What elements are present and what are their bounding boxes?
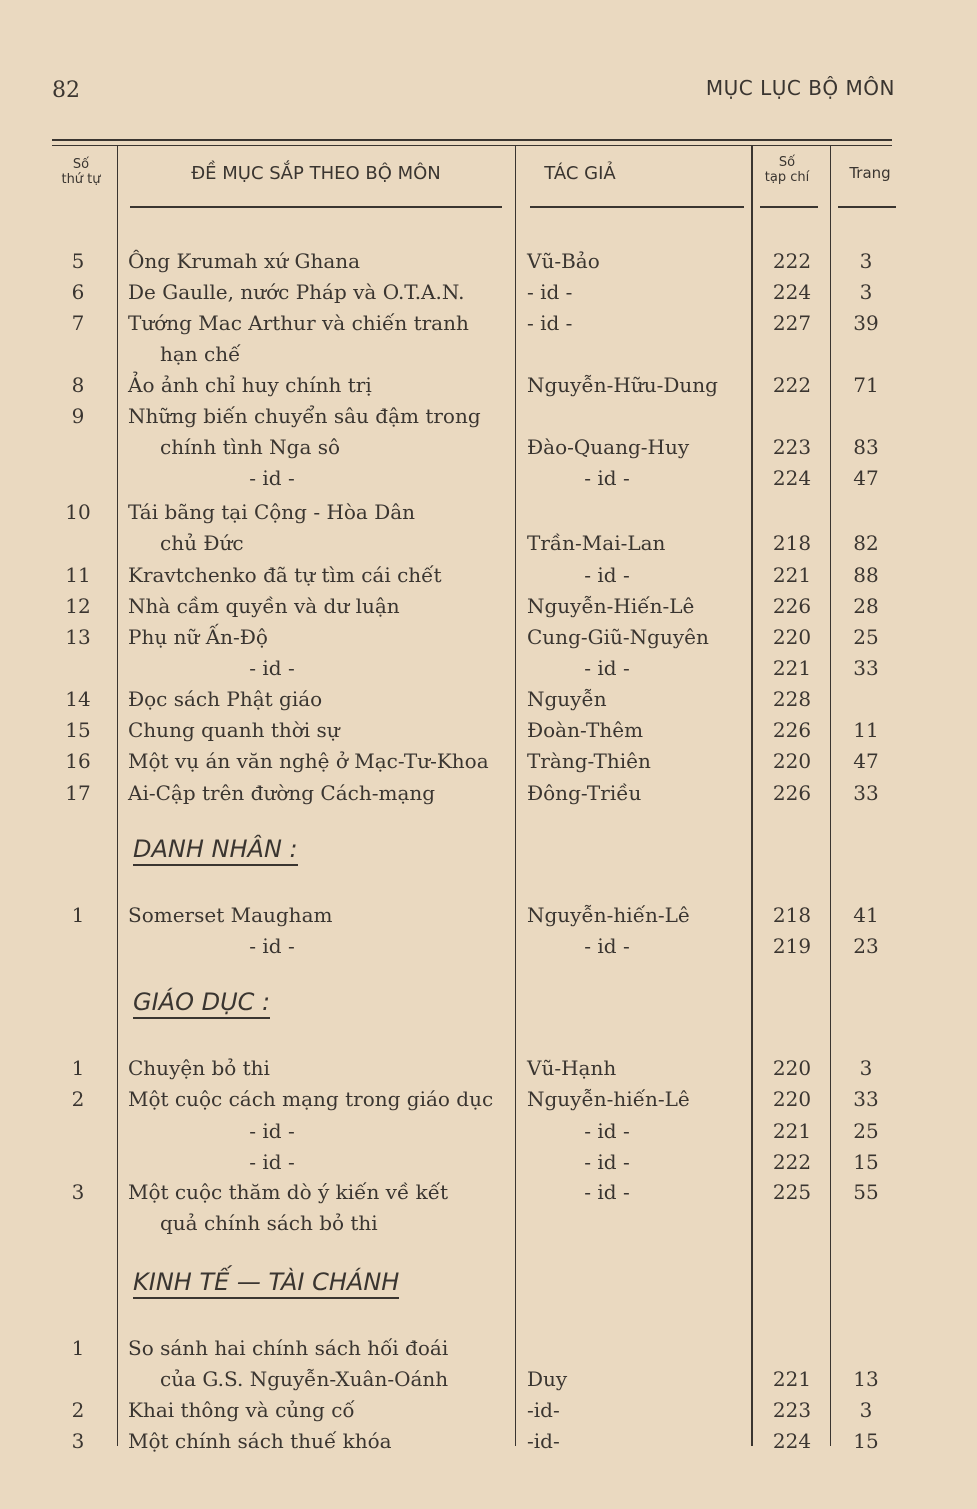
row-title: hạn chế <box>160 342 241 366</box>
row-title: Khai thông và củng cố <box>128 1398 355 1422</box>
table-row <box>0 277 977 308</box>
row-page: 41 <box>853 903 879 927</box>
row-title: Nhà cầm quyền và dư luận <box>128 594 400 618</box>
row-issue: 222 <box>772 373 812 397</box>
table-row <box>0 1426 977 1457</box>
row-author: Nguyễn-Hữu-Dung <box>527 373 718 397</box>
row-author: Nguyễn-Hiến-Lê <box>527 594 695 618</box>
row-page: 25 <box>853 1119 879 1143</box>
row-title: Một cuộc cách mạng trong giáo dục <box>128 1087 494 1111</box>
header-title: ĐỀ MỤC SẮP THEO BỘ MÔN <box>191 163 441 184</box>
row-author: Vũ-Hạnh <box>527 1056 617 1080</box>
row-number: 9 <box>71 404 85 428</box>
header-page: Trang <box>849 164 891 182</box>
row-title: Somerset Maugham <box>128 903 333 927</box>
row-number: 17 <box>65 781 91 805</box>
row-number: 8 <box>71 373 85 397</box>
table-row <box>0 1364 977 1395</box>
table-row <box>0 931 977 962</box>
row-title: - id - <box>249 1119 295 1143</box>
row-title: Ông Krumah xứ Ghana <box>128 249 361 273</box>
row-title: - id - <box>249 656 295 680</box>
row-issue: 225 <box>772 1180 812 1204</box>
row-number: 11 <box>65 563 91 587</box>
row-author: - id - <box>527 280 573 304</box>
row-page: 71 <box>853 373 879 397</box>
row-page: 82 <box>853 531 879 555</box>
row-author: Cung-Giũ-Nguyên <box>527 625 709 649</box>
table-row <box>0 1053 977 1084</box>
row-number: 3 <box>71 1429 85 1453</box>
row-title: - id - <box>249 1150 295 1174</box>
table-top-rule-2 <box>52 145 892 146</box>
row-page: 3 <box>859 249 873 273</box>
row-page: 55 <box>853 1180 879 1204</box>
row-author: -id- <box>527 1429 560 1453</box>
row-page: 25 <box>853 625 879 649</box>
header-issue-line2: tạp chí <box>764 169 810 185</box>
row-title: Chung quanh thời sự <box>128 718 340 742</box>
header-author-underline <box>530 206 744 208</box>
row-author: Đoàn-Thêm <box>527 718 644 742</box>
row-number: 2 <box>71 1087 85 1111</box>
row-issue: 226 <box>772 781 812 805</box>
row-title: Chuyện bỏ thi <box>128 1056 270 1080</box>
row-author: Nguyễn-hiến-Lê <box>527 903 690 927</box>
row-issue: 221 <box>772 1119 812 1143</box>
header-page-underline <box>838 206 896 208</box>
row-issue: 227 <box>772 311 812 335</box>
table-row <box>0 463 977 494</box>
row-page: 15 <box>853 1150 879 1174</box>
row-issue: 224 <box>772 466 812 490</box>
table-row <box>0 528 977 559</box>
row-author: - id - <box>584 466 630 490</box>
row-page: 28 <box>853 594 879 618</box>
row-page: 23 <box>853 934 879 958</box>
table-row <box>0 653 977 684</box>
row-title: So sánh hai chính sách hối đoái <box>128 1336 449 1360</box>
row-issue: 220 <box>772 1087 812 1111</box>
table-row <box>0 1084 977 1115</box>
row-title: Đọc sách Phật giáo <box>128 687 323 711</box>
row-issue: 226 <box>772 594 812 618</box>
row-page: 11 <box>853 718 879 742</box>
row-page: 33 <box>853 656 879 680</box>
table-row <box>0 715 977 746</box>
table-row <box>0 370 977 401</box>
row-issue: 224 <box>772 1429 812 1453</box>
row-title: Một chính sách thuế khóa <box>128 1429 392 1453</box>
section-heading-kinh-te-tai-chanh: KINH TẾ — TÀI CHÁNH <box>133 1268 399 1299</box>
section-heading-giao-duc: GIÁO DỤC : <box>133 988 270 1019</box>
header-issue-underline <box>760 206 818 208</box>
row-title: chủ Đức <box>160 531 244 555</box>
row-number: 2 <box>71 1398 85 1422</box>
table-row <box>0 1208 977 1239</box>
row-number: 16 <box>65 749 91 773</box>
row-author: Trần-Mai-Lan <box>527 531 666 555</box>
row-page: 47 <box>853 466 879 490</box>
row-title: Phụ nữ Ấn-Độ <box>128 625 268 649</box>
row-title: chính tình Nga sô <box>160 435 341 459</box>
table-row <box>0 622 977 653</box>
row-number: 14 <box>65 687 91 711</box>
row-title: của G.S. Nguyễn-Xuân-Oánh <box>160 1367 449 1391</box>
row-issue: 223 <box>772 1398 812 1422</box>
row-title: Ai-Cập trên đường Cách-mạng <box>128 781 436 805</box>
row-issue: 218 <box>772 903 812 927</box>
header-number-line1: Số <box>72 157 90 172</box>
row-author: - id - <box>584 1119 630 1143</box>
row-page: 3 <box>859 1398 873 1422</box>
row-title: Ảo ảnh chỉ huy chính trị <box>128 373 372 397</box>
row-page: 13 <box>853 1367 879 1391</box>
row-page: 33 <box>853 781 879 805</box>
header-author: TÁC GIẢ <box>544 163 616 184</box>
row-author: Tràng-Thiên <box>527 749 651 773</box>
row-author: Nguyễn <box>527 687 607 711</box>
row-author: Đông-Triều <box>527 781 642 805</box>
row-number: 6 <box>71 280 85 304</box>
row-page: 3 <box>859 1056 873 1080</box>
row-page: 3 <box>859 280 873 304</box>
row-title: - id - <box>249 466 295 490</box>
row-author: - id - <box>527 311 573 335</box>
row-number: 3 <box>71 1180 85 1204</box>
table-row <box>0 1333 977 1364</box>
row-issue: 222 <box>772 249 812 273</box>
row-author: Nguyễn-hiến-Lê <box>527 1087 690 1111</box>
table-row <box>0 497 977 528</box>
row-author: - id - <box>584 656 630 680</box>
row-number: 5 <box>71 249 85 273</box>
row-number: 1 <box>71 1056 85 1080</box>
table-row <box>0 746 977 777</box>
table-row <box>0 339 977 370</box>
row-title: Kravtchenko đã tự tìm cái chết <box>128 563 442 587</box>
row-issue: 220 <box>772 1056 812 1080</box>
row-issue: 228 <box>772 687 812 711</box>
table-row <box>0 432 977 463</box>
row-title: Những biến chuyển sâu đậm trong <box>128 404 481 428</box>
row-page: 88 <box>853 563 879 587</box>
table-row <box>0 1395 977 1426</box>
row-author: - id - <box>584 934 630 958</box>
row-author: - id - <box>584 1150 630 1174</box>
row-page: 47 <box>853 749 879 773</box>
table-row <box>0 560 977 591</box>
table-top-rule <box>52 139 892 141</box>
row-title: Tái bãng tại Cộng - Hòa Dân <box>128 500 416 524</box>
row-number: 7 <box>71 311 85 335</box>
row-issue: 221 <box>772 563 812 587</box>
row-issue: 223 <box>772 435 812 459</box>
row-page: 15 <box>853 1429 879 1453</box>
row-author: - id - <box>584 563 630 587</box>
table-row <box>0 1177 977 1208</box>
header-issue <box>754 156 820 186</box>
table-row <box>0 1147 977 1178</box>
row-issue: 220 <box>772 625 812 649</box>
row-author: Vũ-Bảo <box>527 249 600 273</box>
row-title: quả chính sách bỏ thi <box>160 1211 378 1235</box>
header-number-line2: thứ tự <box>61 171 101 187</box>
row-number: 1 <box>71 1336 85 1360</box>
table-row <box>0 401 977 432</box>
row-title: - id - <box>249 934 295 958</box>
row-page: 83 <box>853 435 879 459</box>
row-author: -id- <box>527 1398 560 1422</box>
row-issue: 218 <box>772 531 812 555</box>
row-author: - id - <box>584 1180 630 1204</box>
row-issue: 224 <box>772 280 812 304</box>
row-page: 33 <box>853 1087 879 1111</box>
row-issue: 221 <box>772 1367 812 1391</box>
row-issue: 220 <box>772 749 812 773</box>
table-row <box>0 308 977 339</box>
table-row <box>0 900 977 931</box>
row-number: 15 <box>65 718 91 742</box>
row-issue: 221 <box>772 656 812 680</box>
table-row <box>0 684 977 715</box>
header-number <box>50 158 112 188</box>
table-row <box>0 778 977 809</box>
row-title: Tướng Mac Arthur và chiến tranh <box>128 311 469 335</box>
row-issue: 219 <box>772 934 812 958</box>
row-number: 10 <box>65 500 91 524</box>
section-heading-danh-nhan: DANH NHÂN : <box>133 835 298 866</box>
running-head: MỤC LỤC BỘ MÔN <box>705 76 895 100</box>
row-author: Duy <box>527 1367 568 1391</box>
row-title: Một vụ án văn nghệ ở Mạc-Tư-Khoa <box>128 749 489 773</box>
header-issue-line1: Số <box>778 155 796 170</box>
table-row <box>0 591 977 622</box>
table-row <box>0 246 977 277</box>
row-title: De Gaulle, nước Pháp và O.T.A.N. <box>128 280 465 304</box>
table-row <box>0 1116 977 1147</box>
row-issue: 226 <box>772 718 812 742</box>
page-number: 82 <box>52 78 80 103</box>
row-number: 12 <box>65 594 91 618</box>
row-page: 39 <box>853 311 879 335</box>
row-author: Đào-Quang-Huy <box>527 435 690 459</box>
row-issue: 222 <box>772 1150 812 1174</box>
row-number: 13 <box>65 625 91 649</box>
row-title: Một cuộc thăm dò ý kiến về kết <box>128 1180 449 1204</box>
row-number: 1 <box>71 903 85 927</box>
header-title-underline <box>130 206 502 208</box>
